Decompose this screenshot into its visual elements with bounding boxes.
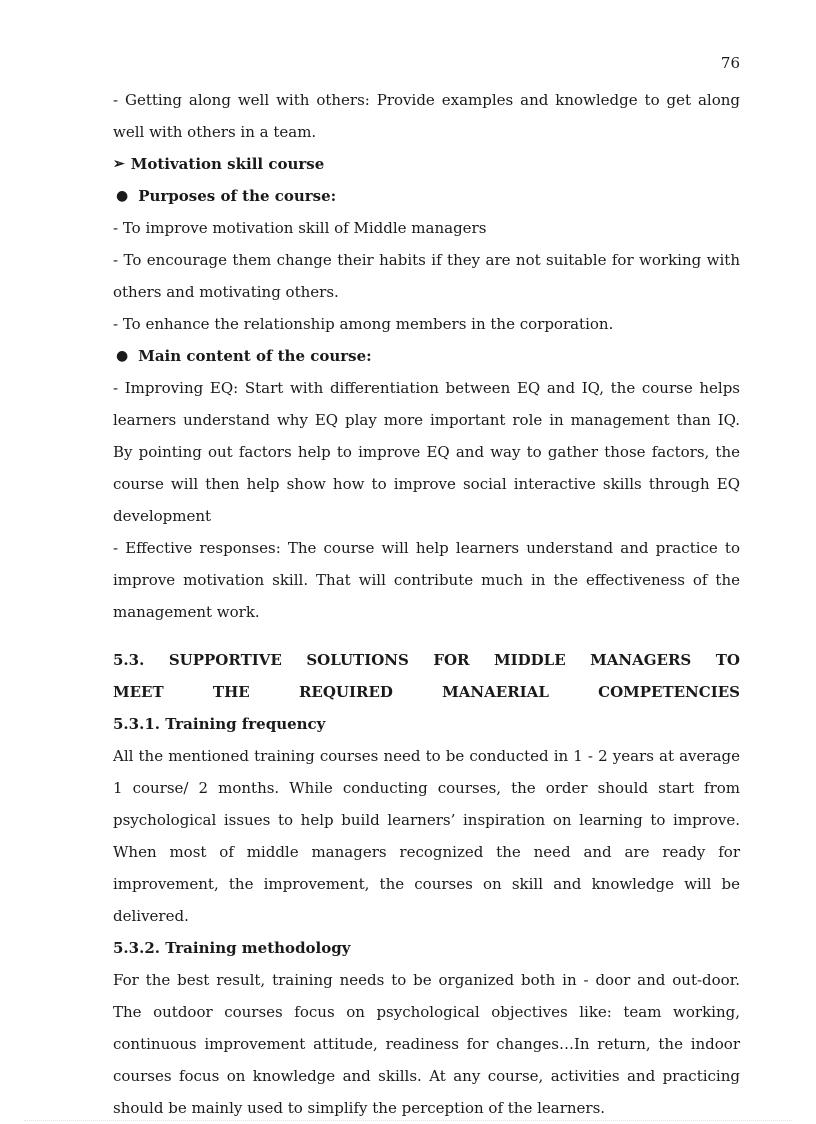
course-title: Motivation skill course	[130, 155, 325, 173]
section-heading: 5.3. SUPPORTIVE SOLUTIONS FOR MIDDLE MANAGERS TO MEET THE REQUIRED MANAERIAL COMPETENCIES	[113, 651, 740, 701]
paragraph-methodology: For the best result, training needs to be organized both in - door and out-door. The outdoor courses focus on psychological objectives like: team working, continuous improvement attitude, readiness for changes…In return, the indoor courses focus on knowledge and skills. At any course, activities and practicing should be mainly used to simplify the perception of the learners.	[113, 971, 740, 1117]
paragraph-getting-along: - Getting along well with others: Provide examples and knowledge to get along well with others in a team.	[113, 91, 740, 141]
page-bottom-divider	[24, 1120, 792, 1121]
purpose-item: - To improve motivation skill of Middle managers	[113, 219, 487, 237]
paragraph-frequency: All the mentioned training courses need to be conducted in 1 - 2 years at average 1 course/ 2 months. While conducting courses, the order should start from psychological issues to help build learners’ inspiration on learning to improve. When most of middle managers recognized the need and are ready for improvement, the improvement, the courses on skill and knowledge will be delivered.	[113, 747, 740, 925]
purposes-heading: Purposes of the course:	[138, 187, 337, 205]
document-body	[113, 84, 740, 1124]
page-number: 76	[720, 54, 740, 72]
purposes-heading-line	[113, 180, 740, 212]
content-heading-line	[113, 340, 740, 372]
course-title-line	[113, 148, 740, 180]
bullet-icon: ●	[116, 348, 129, 364]
content-heading: Main content of the course:	[138, 347, 372, 365]
arrow-bullet-icon: ➢	[113, 156, 125, 172]
subsection-heading-methodology: 5.3.2. Training methodology	[113, 939, 351, 957]
purpose-item: - To enhance the relationship among members in the corporation.	[113, 315, 614, 333]
subsection-heading-frequency: 5.3.1. Training frequency	[113, 715, 326, 733]
bullet-icon: ●	[116, 188, 129, 204]
purpose-item: - To encourage them change their habits if they are not suitable for working with others and motivating others.	[113, 251, 740, 301]
content-item: - Improving EQ: Start with differentiation between EQ and IQ, the course helps learners understand why EQ play more important role in management than IQ. By pointing out factors help to improve EQ and way to gather those factors, the course will then help show how to improve social interactive skills through EQ development	[113, 379, 740, 525]
content-item: - Effective responses: The course will help learners understand and practice to improve motivation skill. That will contribute much in the effectiveness of the management work.	[113, 539, 740, 621]
